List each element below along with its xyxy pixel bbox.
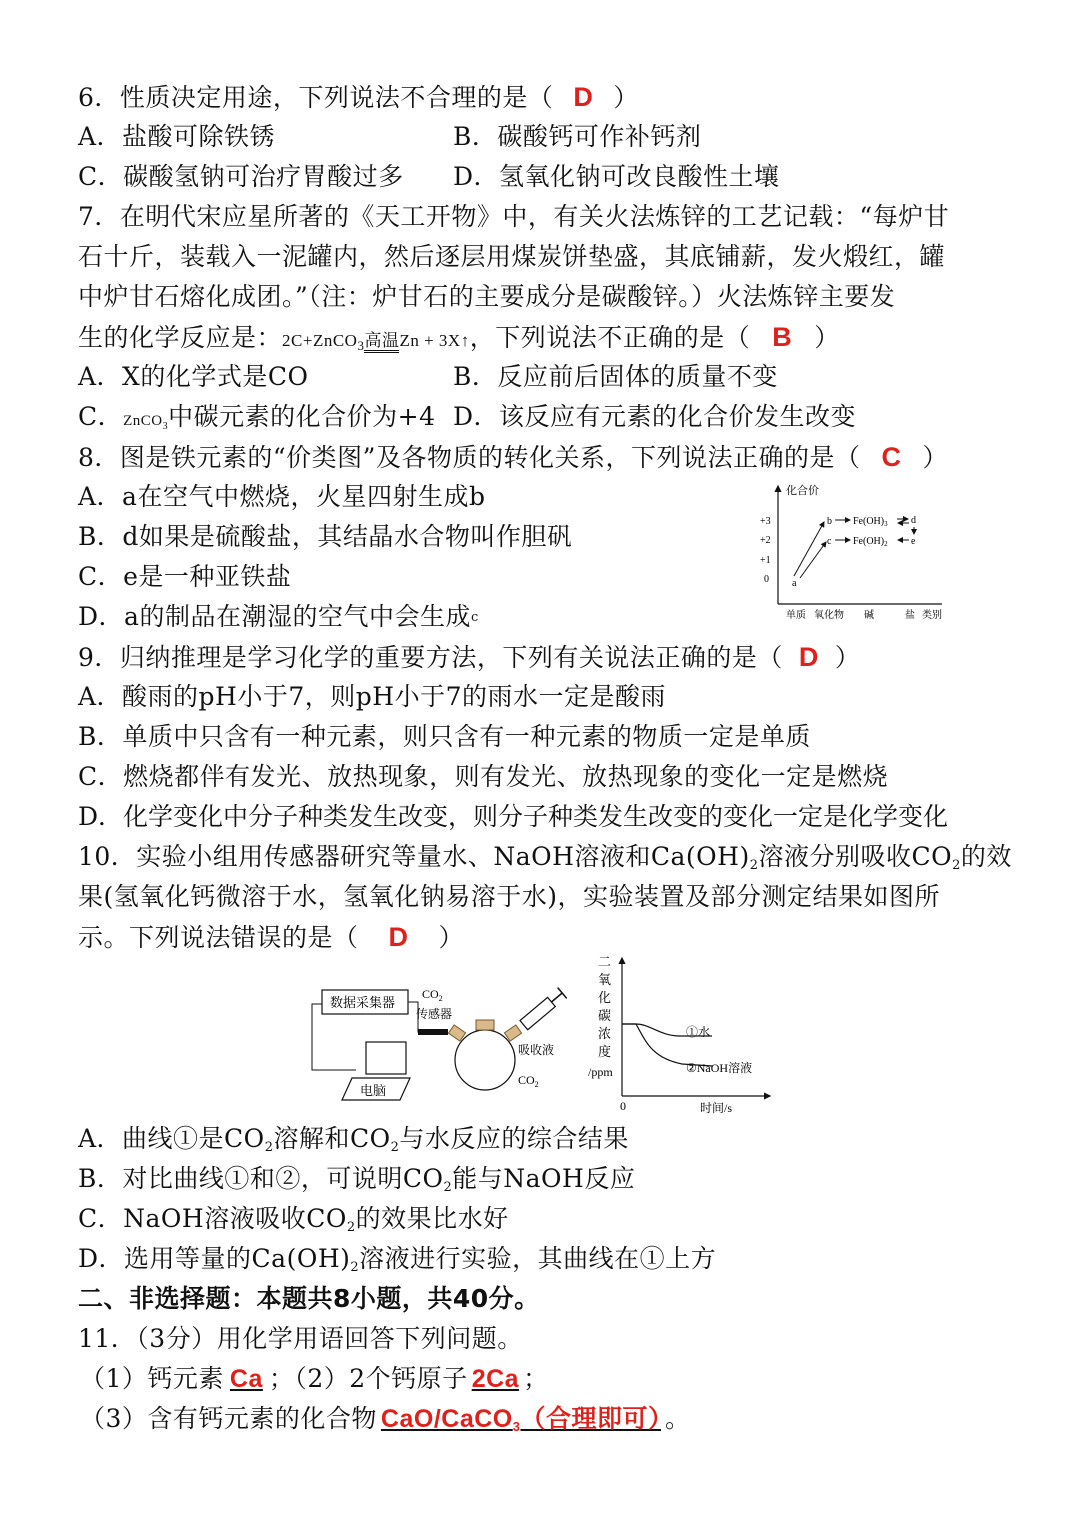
syringe-barrel <box>520 997 555 1029</box>
label-fe-oh-3 <box>853 516 888 528</box>
q8-answer: C <box>881 442 902 472</box>
q9-option-a: A．酸雨的pH小于7，则pH小于7的雨水一定是酸雨 <box>78 682 666 711</box>
q10-line1-c: 的效 <box>960 842 1012 871</box>
curve-naoh-label: ②NaOH溶液 <box>686 1061 753 1075</box>
iron-valence-diagram <box>752 478 962 628</box>
graph-y-char-6: 度 <box>598 1044 612 1059</box>
co2-sensor-formula-text: CO <box>422 987 439 1001</box>
q10-option-c <box>78 1202 509 1245</box>
q11-part2-answer: 2Ca <box>471 1365 520 1393</box>
q9-stem <box>78 640 860 675</box>
q7-eq-condition: 高温 <box>364 331 399 353</box>
q7-line4-text: 生的化学反应是： <box>78 323 283 352</box>
q10-option-c-2: 的效果比水好 <box>355 1204 509 1233</box>
arrow-a-to-b <box>794 522 824 576</box>
diagram-ytick-2: +2 <box>760 535 771 546</box>
q7-option-b: B．反应前后固体的质量不变 <box>453 362 778 391</box>
q10-option-a-3: 与水反应的综合结果 <box>399 1124 629 1153</box>
q11-part3-label: （3）含有钙元素的化合物 <box>80 1404 377 1433</box>
arrow-a-to-c <box>800 542 826 578</box>
q6-option-a: A．盐酸可除铁锈 <box>78 122 276 151</box>
q7-line1: 7．在明代宋应星所著的《天工开物》中，有关火法炼锌的工艺记载：“每炉甘 <box>78 202 950 231</box>
q10-line3-text: 示。下列说法错误的是（ <box>78 923 359 952</box>
point-d: d <box>911 515 916 526</box>
graph-y-char-5: 浓 <box>598 1026 612 1041</box>
q10-option-c-sub: 2 <box>346 1220 356 1235</box>
q8-option-a: A．a在空气中燃烧，火星四射生成b <box>78 482 486 511</box>
q10-option-b-2: 能与NaOH反应 <box>452 1164 636 1193</box>
co2-sensor-formula-sub: 2 <box>438 994 443 1003</box>
q9-option-d: D．化学变化中分子种类发生改变，则分子种类发生改变的变化一定是化学变化 <box>78 802 949 831</box>
q7-line4-question: ，下列说法不正确的是（ <box>469 323 751 352</box>
q9-stem-text: 9．归纳推理是学习化学的重要方法，下列有关说法正确的是（ <box>78 643 783 672</box>
section2-title: 二、非选择题：本题共8小题，共40分。 <box>78 1284 540 1313</box>
q11-part3-end: 。 <box>664 1404 691 1433</box>
flask-stopper-top <box>476 1020 494 1030</box>
graph-y-char-2: 氧 <box>598 972 612 987</box>
q11-part1-label: （1）钙元素 <box>80 1364 224 1393</box>
flask-stopper-right <box>504 1025 521 1041</box>
q7-option-d: D．该反应有元素的化合价发生改变 <box>453 402 857 431</box>
q8-option-b: B．d如果是硫酸盐，其结晶水合物叫作胆矾 <box>78 522 573 551</box>
q8-option-c: C．e是一种亚铁盐 <box>78 562 292 591</box>
q10-option-d <box>78 1242 716 1285</box>
q11-part3-answer-sub: 3 <box>512 1419 521 1434</box>
diagram-xtick-elemental: 单质 <box>786 610 806 621</box>
q6-stem-close: ） <box>613 83 639 112</box>
q11-part2-end: ； <box>523 1364 549 1393</box>
graph-y-char-3: 化 <box>598 990 612 1005</box>
q7-option-c-prefix: C． <box>78 402 124 431</box>
q6-option-d: D．氢氧化钠可改良酸性土壤 <box>453 162 780 191</box>
q6-answer: D <box>573 82 594 112</box>
diagram-ytick-0: 0 <box>764 574 769 585</box>
co2-sensor-label: 传感器 <box>416 1007 453 1021</box>
absorbent-label: 吸收液 <box>518 1043 555 1057</box>
label-fe-oh-2-text: Fe(OH) <box>853 536 885 547</box>
q6-option-c: C．碳酸氢钠可治疗胃酸过多 <box>78 162 404 191</box>
q8-stem-close: ） <box>922 443 948 472</box>
q11-part2-label: ；（2）2个钙原子 <box>268 1364 468 1393</box>
q10-option-d-2: 溶液进行实验，其曲线在①上方 <box>359 1244 717 1273</box>
q7-line4 <box>78 320 840 363</box>
q7-option-c <box>78 400 436 444</box>
q7-eq-right: Zn + 3X↑ <box>399 331 470 350</box>
q10-line1-b: 溶液分别吸收CO <box>758 842 953 871</box>
syringe-handle <box>558 988 567 999</box>
graph-y-char-1: 二 <box>598 954 612 969</box>
flask-co2-sub: 2 <box>534 1080 539 1089</box>
q11-part3-answer-formula: CaO/CaCO <box>380 1405 513 1433</box>
co2-sensor-probe <box>418 1029 448 1035</box>
q11-part3-answer <box>381 1405 661 1433</box>
point-a: a <box>792 578 797 589</box>
q7-answer: B <box>772 322 793 352</box>
q10-line3-close: ） <box>438 923 465 952</box>
q10-option-c-1: C．NaOH溶液吸收CO <box>78 1204 347 1233</box>
flask-co2-text: CO <box>518 1073 535 1087</box>
q6-option-b: B．碳酸钙可作补钙剂 <box>453 122 702 151</box>
q10-line1-sub2: 2 <box>952 858 961 873</box>
q7-equation <box>282 331 470 353</box>
co2-sensor-formula <box>422 987 443 1003</box>
co2-absorption-figure <box>300 950 790 1120</box>
flask-co2-label <box>518 1073 539 1089</box>
q10-option-a-2: 溶解和CO <box>273 1124 391 1153</box>
q11-part3-answer-note: （合理即可） <box>520 1405 661 1433</box>
computer-screen <box>366 1042 406 1074</box>
diagram-xtick-oxide: 氧化物 <box>814 610 844 621</box>
diagram-x-label: 类别 <box>922 610 942 621</box>
q10-option-b-sub: 2 <box>443 1180 453 1195</box>
q9-answer: D <box>798 642 819 672</box>
flask-stopper-left <box>448 1025 465 1041</box>
q10-option-a <box>78 1122 629 1165</box>
graph-y-unit: /ppm <box>588 1065 613 1079</box>
q10-line1-sub1: 2 <box>749 858 759 873</box>
syringe-plunger <box>551 993 562 1002</box>
computer-label: 电脑 <box>360 1083 387 1098</box>
q11-part1-answer: Ca <box>229 1365 263 1393</box>
q7-eq-left: 2C+ZnCO <box>282 331 358 350</box>
q8-stem-text: 8．图是铁元素的“价类图”及各物质的转化关系，下列说法正确的是（ <box>78 443 861 472</box>
q8-option-d <box>78 600 479 635</box>
q11-stem: 11．（3分）用化学用语回答下列问题。 <box>78 1324 523 1353</box>
syringe <box>519 988 566 1031</box>
q9-option-b: B．单质中只含有一种元素，则只含有一种元素的物质一定是单质 <box>78 722 811 751</box>
q6-stem-text: 6．性质决定用途，下列说法不合理的是（ <box>78 83 554 112</box>
graph-y-char-4: 碳 <box>598 1008 612 1023</box>
q6-stem <box>78 80 639 115</box>
q10-option-b <box>78 1162 635 1205</box>
q7-line4-close: ） <box>814 323 840 352</box>
q10-option-a-1: A．曲线①是CO <box>78 1124 265 1153</box>
diagram-ytick-1: +1 <box>760 555 771 566</box>
q7-eq-sub: 3 <box>357 338 365 353</box>
graph-x-label: 时间/s <box>700 1101 733 1115</box>
q7-line2: 石十斤，装载入一泥罐内，然后逐层用煤炭饼垫盛，其底铺薪，发火煅红，罐 <box>78 242 946 271</box>
q7-option-c-formula <box>123 413 169 432</box>
label-fe-oh-2-sub: 2 <box>884 540 888 548</box>
q10-option-d-sub: 2 <box>350 1260 360 1275</box>
q9-option-c: C．燃烧都伴有发光、放热现象，则有发光、放热现象的变化一定是燃烧 <box>78 762 889 791</box>
q10-line2: 果(氢氧化钙微溶于水，氢氧化钠易溶于水)，实验装置及部分测定结果如图所 <box>78 882 941 911</box>
diagram-y-label: 化合价 <box>786 485 819 497</box>
point-c: c <box>827 536 832 547</box>
graph-origin: 0 <box>620 1099 626 1113</box>
q7-option-a: A．X的化学式是CO <box>78 362 309 391</box>
q10-line1-a: 10．实验小组用传感器研究等量水、NaOH溶液和Ca(OH) <box>78 842 750 871</box>
label-fe-oh-3-text: Fe(OH) <box>853 516 885 527</box>
q10-option-a-sub2: 2 <box>390 1140 400 1155</box>
q7-option-c-text: 中碳元素的化合价为+4 <box>168 402 436 431</box>
label-fe-oh-2 <box>853 536 888 548</box>
q10-option-d-1: D．选用等量的Ca(OH) <box>78 1244 351 1273</box>
q7-option-c-formula-text: ZnCO <box>123 413 163 429</box>
label-fe-oh-3-sub: 3 <box>884 520 888 528</box>
q11-part1 <box>80 1362 549 1396</box>
q9-stem-close: ） <box>834 643 861 672</box>
point-b: b <box>827 516 832 527</box>
q8-option-d-tail: c <box>470 610 479 625</box>
q7-option-c-sub: 3 <box>162 421 169 432</box>
q10-option-b-1: B．对比曲线①和②，可说明CO <box>78 1164 444 1193</box>
q11-part3 <box>80 1402 691 1444</box>
q10-line1 <box>78 840 1012 883</box>
flask-body <box>455 1030 515 1090</box>
curve-water-label: ①水 <box>686 1025 711 1039</box>
diagram-ytick-3: +3 <box>760 516 771 527</box>
point-e: e <box>911 536 916 547</box>
diagram-xtick-base: 碱 <box>864 610 874 621</box>
diagram-xtick-salt: 盐 <box>905 610 915 621</box>
q10-answer: D <box>388 922 409 952</box>
q8-option-d-text: D．a的制品在潮湿的空气中会生成 <box>78 602 471 631</box>
q7-line3: 中炉甘石熔化成团。”（注：炉甘石的主要成分是碳酸锌。）火法炼锌主要发 <box>78 282 896 311</box>
q8-stem <box>78 440 948 475</box>
q10-option-a-sub1: 2 <box>264 1140 274 1155</box>
data-collector-label: 数据采集器 <box>330 995 396 1010</box>
